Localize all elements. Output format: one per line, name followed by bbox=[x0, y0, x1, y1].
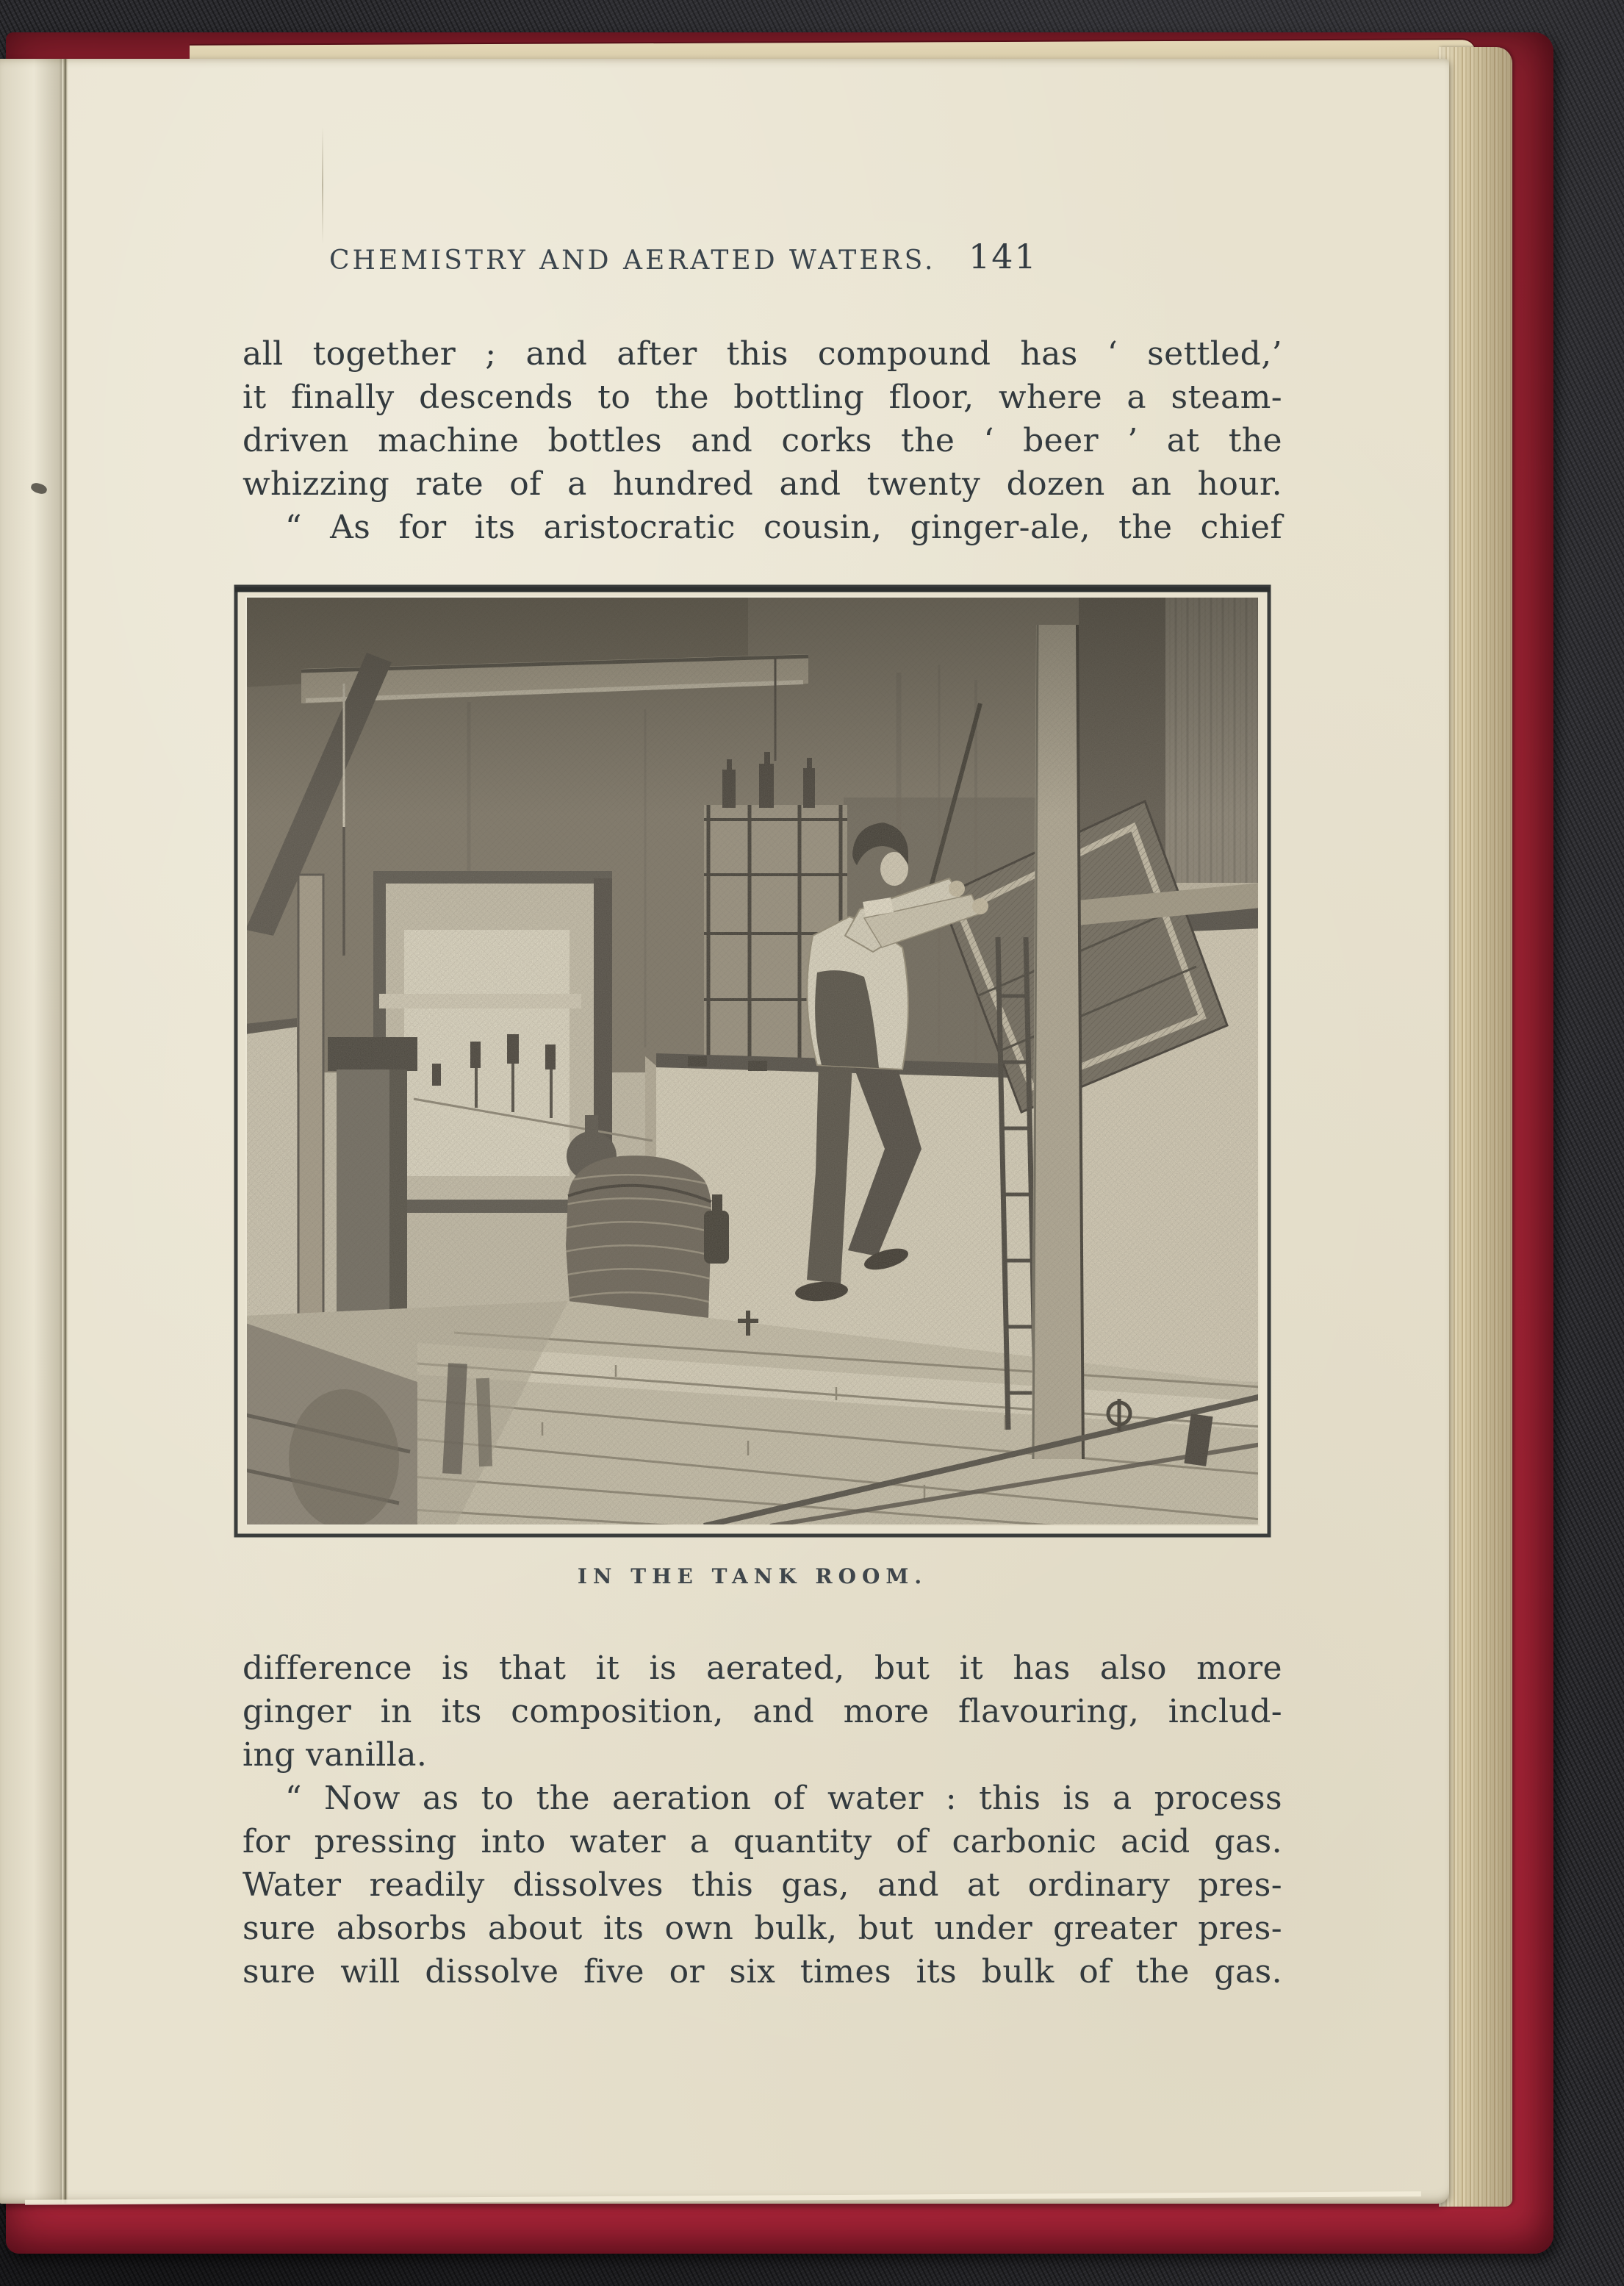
tank-room-engraving bbox=[234, 584, 1271, 1538]
body-text-line: for pressing into water a quantity of carbonic acid gas. bbox=[242, 1823, 1282, 1860]
text-block-bottom bbox=[242, 1647, 1282, 1993]
body-text-line: difference is that it is aerated, but it has also more bbox=[242, 1649, 1282, 1687]
book-page bbox=[0, 59, 1449, 2204]
page-bottom-edge bbox=[25, 2191, 1421, 2205]
page-number: 141 bbox=[969, 237, 1038, 276]
body-text-line: whizzing rate of a hundred and twenty dozen an hour. bbox=[242, 465, 1282, 503]
body-text-line: Water readily dissolves this gas, and at ordinary pres- bbox=[242, 1866, 1282, 1904]
body-text-line: “ As for its aristocratic cousin, ginger-ale, the chief bbox=[285, 509, 1282, 546]
body-text-line: driven machine bottles and corks the ‘ beer ’ at the bbox=[242, 422, 1282, 459]
body-text-line: ing vanilla. bbox=[242, 1736, 428, 1774]
body-text-line: sure absorbs about its own bulk, but under greater pres- bbox=[242, 1910, 1282, 1947]
illustration-caption: IN THE TANK ROOM. bbox=[577, 1564, 928, 1588]
body-text-line: “ Now as to the aeration of water : this is a process bbox=[285, 1780, 1282, 1817]
text-block-top bbox=[242, 332, 1282, 549]
body-text-line: sure will dissolve five or six times its bulk of the gas. bbox=[242, 1953, 1282, 1991]
page-fore-edge-stack bbox=[1439, 47, 1512, 2207]
header-title: CHEMISTRY AND AERATED WATERS. bbox=[329, 246, 936, 276]
body-text-line: ginger in its composition, and more flavouring, includ- bbox=[242, 1693, 1282, 1730]
tank-room-illustration bbox=[234, 584, 1271, 1538]
running-header bbox=[242, 237, 1282, 293]
paper-scratch bbox=[322, 126, 323, 244]
body-text-line: it finally descends to the bottling floor, where a steam- bbox=[242, 379, 1282, 416]
page-gutter-strip bbox=[0, 59, 62, 2204]
body-text-line: all together ; and after this compound has ‘ settled,’ bbox=[242, 335, 1282, 373]
page-fold-line bbox=[62, 59, 68, 2204]
